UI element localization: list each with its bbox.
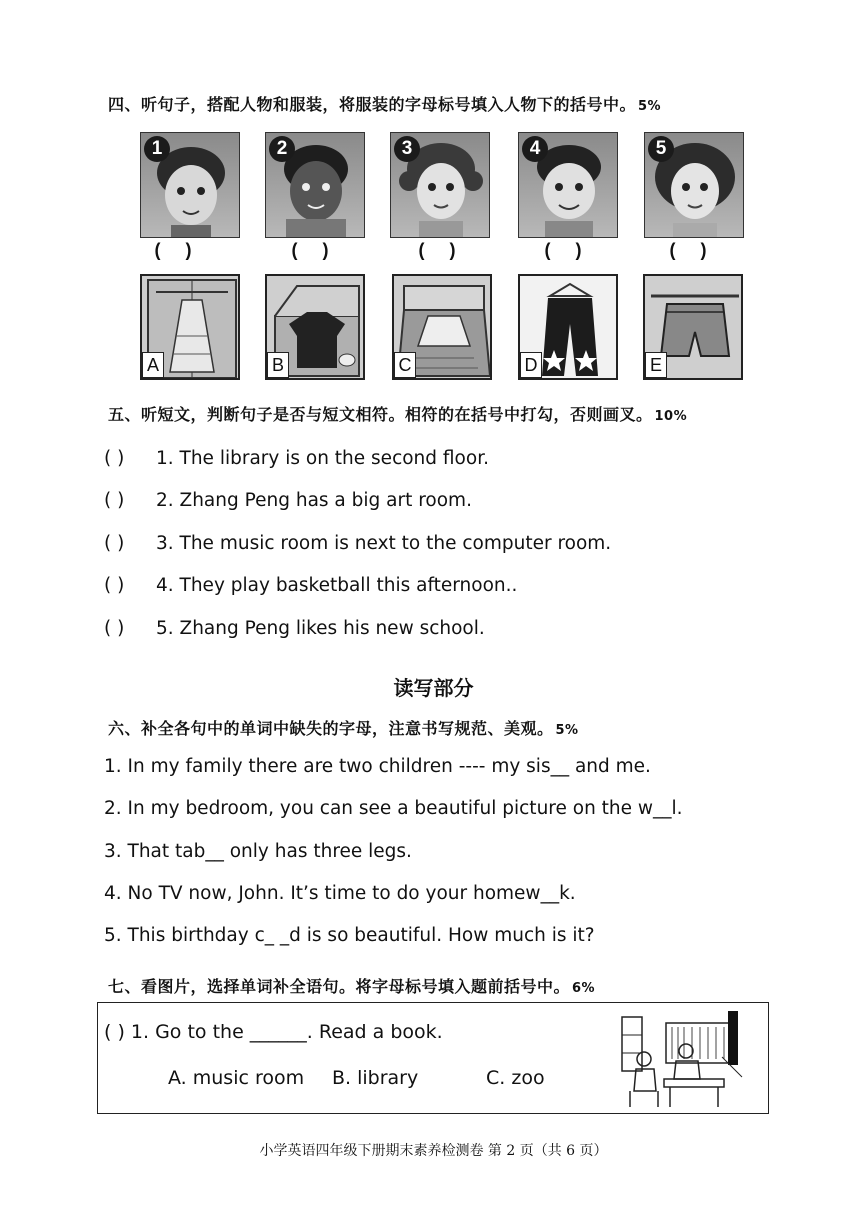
character-number: 1 <box>144 136 170 162</box>
character-number: 3 <box>394 136 420 162</box>
clothing-letter: D <box>520 352 542 378</box>
section6-title: 六、补全各句中的单词中缺失的字母，注意书写规范、美观。 5% <box>108 719 579 738</box>
list-item: 5. This birthday c_ _d is so beautiful. How much is it? <box>104 925 595 946</box>
list-item: 1. In my family there are two children ---- my sis__ and me. <box>104 756 651 777</box>
question-box <box>97 1002 769 1114</box>
character-picture-4 <box>518 132 618 238</box>
answer-paren-3[interactable]: ( ) <box>418 240 466 260</box>
list-item: 4. No TV now, John. It’s time to do your homew__k. <box>104 883 576 904</box>
section5-title: 五、听短文，判断句子是否与短文相符。相符的在括号中打勾，否则画叉。 10% <box>108 405 688 424</box>
character-picture-2 <box>265 132 365 238</box>
part-title: 读写部分 <box>393 676 474 700</box>
answer-paren[interactable]: ( ) <box>104 533 125 554</box>
question-line[interactable]: ( ) 1. Go to the ______. Read a book. <box>104 1021 443 1043</box>
character-picture-3 <box>390 132 490 238</box>
list-item: 2. In my bedroom, you can see a beautiful picture on the w__l. <box>104 798 683 819</box>
character-picture-1 <box>140 132 240 238</box>
clothing-picture-c <box>392 274 492 380</box>
clothing-letter: B <box>267 352 289 378</box>
section7-title: 七、看图片，选择单词补全语句。将字母标号填入题前括号中。 6% <box>108 977 596 996</box>
clothing-picture-d <box>518 274 618 380</box>
answer-paren[interactable]: ( ) <box>104 575 125 596</box>
answer-paren-2[interactable]: ( ) <box>291 240 339 260</box>
list-item: ( ) 4. They play basketball this afternoon.. <box>104 575 518 596</box>
option-a: A. music room <box>168 1067 305 1089</box>
clothing-picture-e <box>643 274 743 380</box>
answer-paren-4[interactable]: ( ) <box>544 240 592 260</box>
option-c: C. zoo <box>486 1067 545 1089</box>
answer-paren-1[interactable]: ( ) <box>154 240 202 260</box>
list-item: ( ) 3. The music room is next to the computer room. <box>104 533 612 554</box>
list-item: ( ) 1. The library is on the second floor. <box>104 448 489 469</box>
clothing-letter: C <box>394 352 416 378</box>
character-number: 4 <box>522 136 548 162</box>
clothing-letter: E <box>645 352 667 378</box>
clothing-letter: A <box>142 352 164 378</box>
library-reading-icon <box>620 1007 750 1111</box>
answer-paren-5[interactable]: ( ) <box>669 240 717 260</box>
answer-paren[interactable]: ( ) <box>104 490 125 511</box>
character-picture-5 <box>644 132 744 238</box>
answer-paren[interactable]: ( ) <box>104 448 125 469</box>
clothing-picture-a <box>140 274 240 380</box>
list-item: ( ) 2. Zhang Peng has a big art room. <box>104 490 472 511</box>
list-item: 3. That tab__ only has three legs. <box>104 841 412 862</box>
option-b: B. library <box>332 1067 419 1089</box>
character-row <box>140 132 740 240</box>
character-number: 5 <box>648 136 674 162</box>
page-footer: 小学英语四年级下册期末素养检测卷 第 2 页（共 6 页） <box>259 1143 608 1159</box>
answer-paren[interactable]: ( ) <box>104 618 125 639</box>
section4-title: 四、听句子，搭配人物和服装，将服装的字母标号填入人物下的括号中。 5% <box>108 95 662 114</box>
character-number: 2 <box>269 136 295 162</box>
list-item: ( ) 5. Zhang Peng likes his new school. <box>104 618 485 639</box>
clothing-picture-b <box>265 274 365 380</box>
